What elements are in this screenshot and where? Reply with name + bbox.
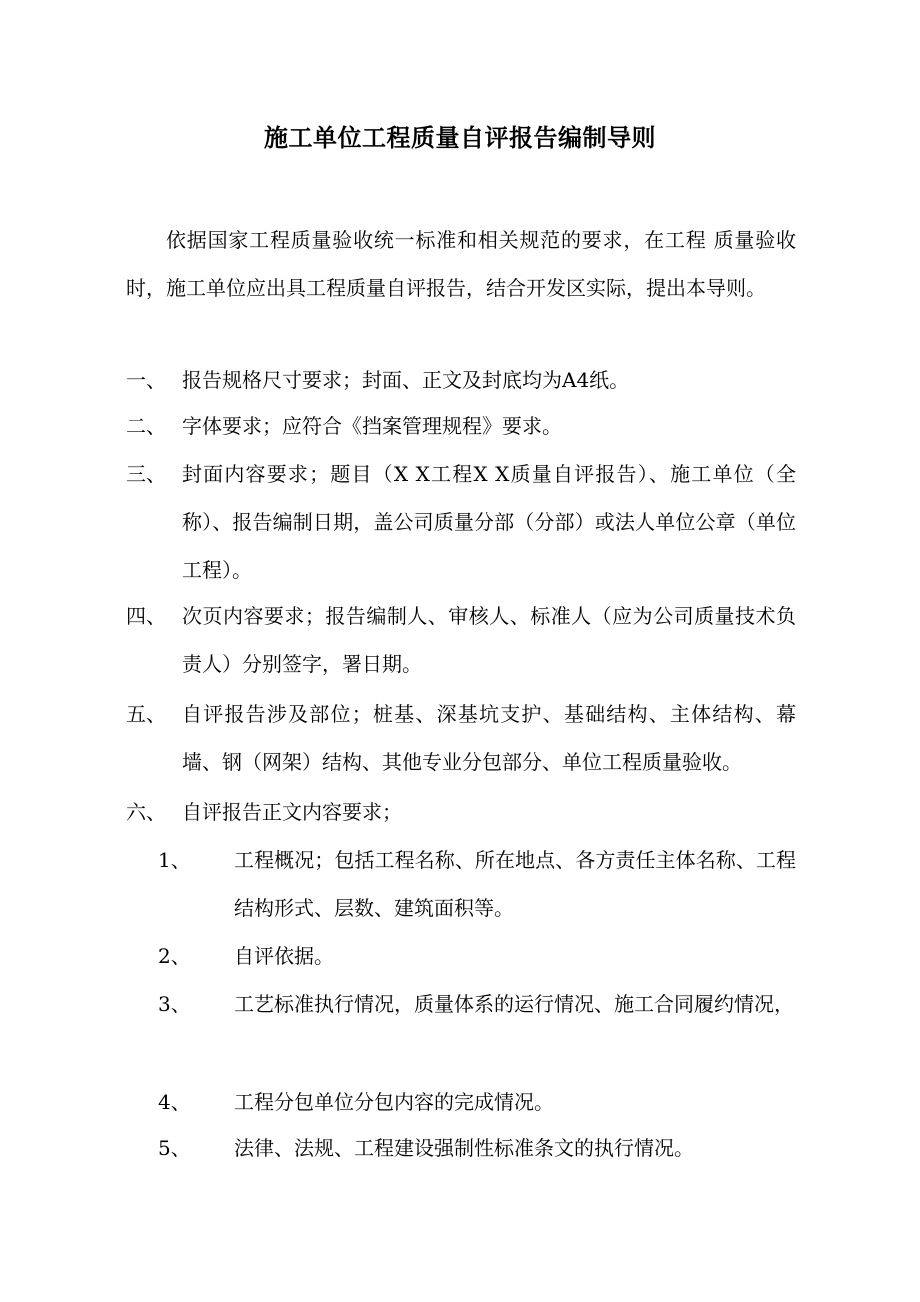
subsection-text: 工程概况；包括工程名称、所在地点、各方责任主体名称、工程结构形式、层数、建筑面积等。: [234, 848, 796, 920]
subsection-number: 1、: [158, 848, 191, 872]
subsection-text: 自评依据。: [234, 944, 334, 968]
subsection-text: 工程分包单位分包内容的完成情况。: [234, 1090, 554, 1114]
subsection-number: 4、: [158, 1090, 191, 1114]
section-text: 自评报告涉及部位；桩基、深基坑支护、基础结构、主体结构、幕墙、钢（网架）结构、其他专业分包部分、单位工程质量验收。: [182, 702, 796, 774]
subsection-number: 2、: [158, 944, 191, 968]
intro-paragraph: 依据国家工程质量验收统一标准和相关规范的要求，在工程 质量验收时，施工单位应出具工程质量自评报告，结合开发区实际，提出本导则。: [126, 228, 796, 300]
section-text: 报告规格尺寸要求；封面、正文及封底均为A4纸。: [182, 368, 630, 392]
subsection-text: 法律、法规、工程建设强制性标准条文的执行情况。: [234, 1136, 694, 1160]
section-number: 一、: [126, 368, 166, 392]
subsection-number: 5、: [158, 1136, 191, 1160]
subsection-number: 3、: [158, 992, 191, 1016]
section-text: 次页内容要求；报告编制人、审核人、标准人（应为公司质量技术负责人）分别签字，署日期。: [182, 604, 796, 676]
section-text: 自评报告正文内容要求；: [182, 800, 402, 824]
section-text: 封面内容要求；题目（X X工程X X质量自评报告）、施工单位（全称）、报告编制日期，盖公司质量分部（分部）或法人单位公章（单位工程）。: [182, 462, 796, 582]
document-title: 施工单位工程质量自评报告编制导则: [264, 124, 656, 152]
section-number: 六、: [126, 800, 166, 824]
section-number: 二、: [126, 414, 166, 438]
section-text: 字体要求；应符合《挡案管理规程》要求。: [182, 414, 562, 438]
subsection-text: 工艺标准执行情况，质量体系的运行情况、施工合同履约情况，: [234, 992, 794, 1016]
section-number: 四、: [126, 604, 166, 628]
section-number: 五、: [126, 702, 166, 726]
section-number: 三、: [126, 462, 166, 486]
